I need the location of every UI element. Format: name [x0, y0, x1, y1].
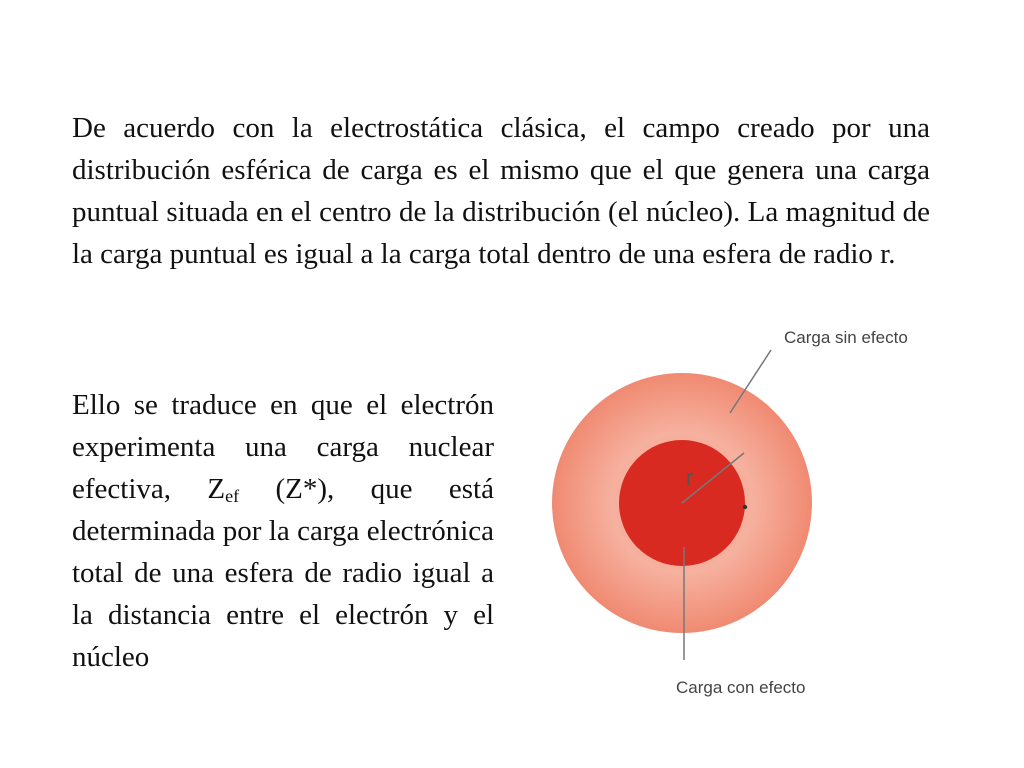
radius-label: r — [686, 465, 694, 490]
charge-sphere-diagram — [540, 315, 960, 715]
inner-charge-label: Carga con efecto — [676, 678, 806, 697]
zef-subscript: ef — [225, 486, 240, 506]
outer-charge-label: Carga sin efecto — [784, 328, 908, 347]
electron-dot — [743, 505, 747, 509]
effective-charge-paragraph — [72, 384, 494, 678]
paragraph-text-after-subscript: (Z*), que está determinada por la carga electrónica total de una esfera de radio igual a la distancia entre el electrón y el núcleo — [72, 473, 494, 673]
intro-paragraph: De acuerdo con la electrostática clásica, el campo creado por una distribución esférica de carga es el mismo que el que genera una carga puntual situada en el centro de la distribución (el núcleo). La magnitud de la carga puntual es igual a la carga total dentro de una esfera de radio r. — [72, 112, 930, 270]
paragraph-text-before-subscript: Ello se traduce en que el electrón experimenta una carga nuclear efectiva, Z — [72, 389, 494, 505]
